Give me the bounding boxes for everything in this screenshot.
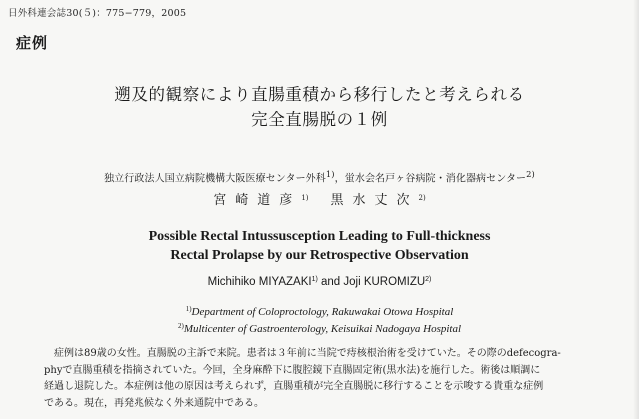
affiliation-2-marker: 2) <box>526 169 535 179</box>
department-2-name: Multicenter of Gastroenterology, Keisuikai Nadogaya Hospital <box>183 323 462 335</box>
author-2-en: Joji KUROMIZU <box>343 276 426 288</box>
abstract <box>44 346 632 412</box>
affiliation-1: 独立行政法人国立病院機構大阪医療センター外科 <box>104 173 326 185</box>
department-2-marker: 2) <box>177 322 184 330</box>
author-2-jp-marker: 2) <box>418 194 426 202</box>
author-1-en: Michihiko MIYAZAKI <box>207 276 312 288</box>
japanese-title-line-1: 遡及的観察により直腸重積から移行したと考えられる <box>114 85 525 104</box>
english-title-line-1: Possible Rectal Intussusception Leading to Full-thickness <box>148 229 491 244</box>
affiliation-1-marker: 1) <box>325 169 335 179</box>
abstract-line: phyで直腸重積を指摘されていた。今回，全身麻酔下に腹腔鏡下直腸固定術(黒水法)を施行した。術後は順調に <box>44 364 541 376</box>
section-heading: 症例 <box>16 34 49 52</box>
department-1 <box>0 305 639 318</box>
japanese-authors <box>0 189 639 208</box>
author-2-en-marker: 2) <box>425 276 432 283</box>
department-2 <box>0 322 639 335</box>
japanese-affiliations <box>0 169 639 184</box>
author-1-jp: 宮崎道彦 <box>213 193 302 208</box>
english-title-line-2: Rectal Prolapse by our Retrospective Observation <box>170 248 469 263</box>
authors-conjunction: and <box>317 276 344 288</box>
department-1-name: Department of Coloproctology, Rakuwakai Otowa Hospital <box>191 306 454 318</box>
department-1-marker: 1) <box>185 305 192 313</box>
journal-reference: 日外科連会誌30(５)：775−779，2005 <box>8 8 187 19</box>
author-1-en-marker: 1) <box>311 276 318 283</box>
author-1-jp-marker: 1) <box>301 194 309 202</box>
affiliation-separator: ， <box>334 173 345 185</box>
english-authors <box>0 276 639 288</box>
affiliation-2: 蛍水会名戸ヶ谷病院・消化器病センター <box>344 173 527 185</box>
abstract-line: である。現在，再発兆候なく外来通院中である。 <box>44 397 264 409</box>
japanese-title-line-2: 完全直腸脱の１例 <box>251 110 388 129</box>
author-2-jp: 黒水丈次 <box>330 193 419 208</box>
page-edge-shadow <box>633 0 639 419</box>
abstract-line: 経過し退院した。本症例は他の原因は考えられず，直腸重積が完全直腸脱に移行することを示唆する貴重な症例 <box>44 381 544 392</box>
abstract-line: 症例は89歳の女性。直腸脱の主訴で来院。患者は３年前に当院で痔核根治術を受けていた。その際のdefecogra- <box>54 348 561 359</box>
